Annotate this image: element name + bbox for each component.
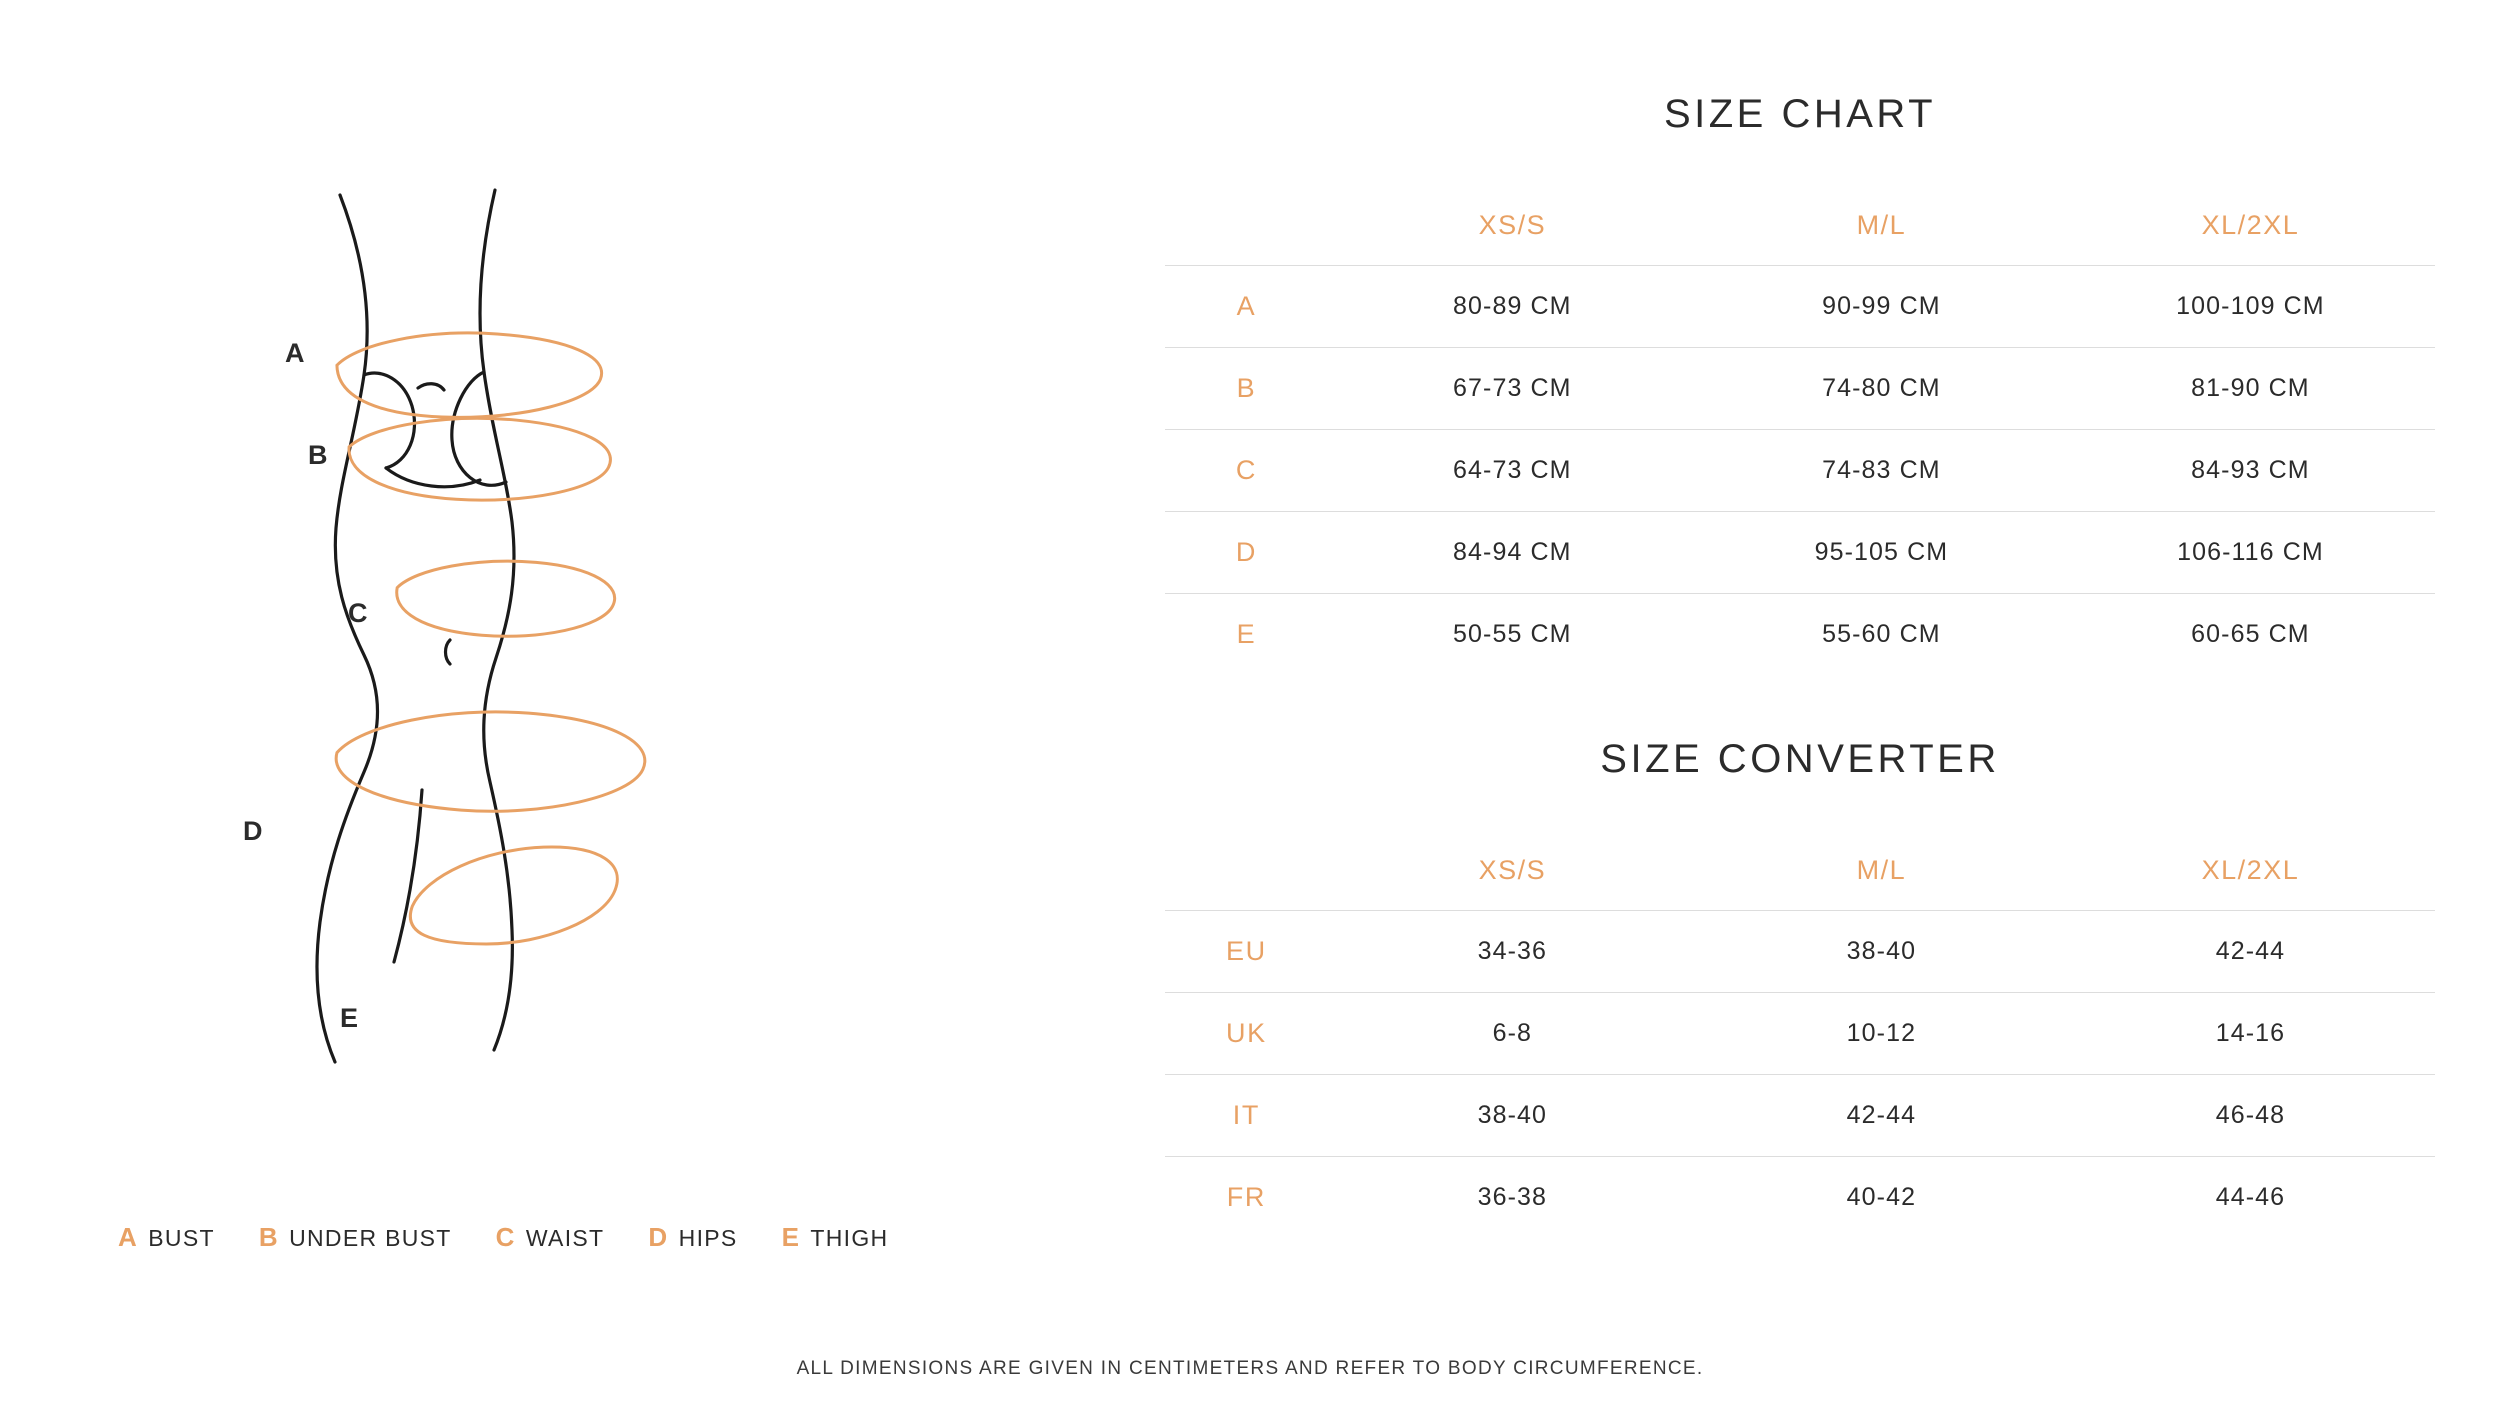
body-illustration-panel xyxy=(0,0,1100,1425)
ring-a xyxy=(335,323,604,427)
size-chart-row-label-d: D xyxy=(1235,537,1257,568)
size-chart-c-xss: 64-73 CM xyxy=(1453,456,1572,485)
size-converter-col-blank xyxy=(1165,815,1328,911)
size-converter-uk-xss: 6-8 xyxy=(1492,1019,1533,1048)
size-converter-it-xss: 38-40 xyxy=(1477,1101,1548,1130)
footnote: ALL DIMENSIONS ARE GIVEN IN CENTIMETERS AND REFER TO BODY CIRCUMFERENCE. xyxy=(796,1358,1704,1379)
size-converter-title: SIZE CONVERTER xyxy=(1600,737,2000,782)
size-converter-it-ml: 42-44 xyxy=(1846,1101,1917,1130)
size-chart-row-label-b: B xyxy=(1236,373,1257,404)
table-row xyxy=(1165,348,2435,430)
legend-letter-e: E xyxy=(781,1222,800,1252)
legend-item-waist xyxy=(496,1222,605,1253)
size-chart-d-ml: 95-105 CM xyxy=(1814,538,1949,567)
size-chart-row-label-a: A xyxy=(1236,291,1257,322)
size-chart-b-xl2xl: 81-90 CM xyxy=(2191,374,2310,403)
size-converter-it-xl2xl: 46-48 xyxy=(2215,1101,2286,1130)
measurement-legend xyxy=(118,1222,888,1253)
size-chart-col-ml: M/L xyxy=(1856,210,1907,241)
size-converter-eu-xss: 34-36 xyxy=(1477,937,1548,966)
size-chart-col-xss: XS/S xyxy=(1478,210,1547,241)
size-converter-fr-xl2xl: 44-46 xyxy=(2215,1183,2286,1212)
size-converter-col-xss: XS/S xyxy=(1478,855,1547,886)
marker-label-b: B xyxy=(308,440,328,470)
table-row xyxy=(1165,911,2435,993)
size-chart-b-xss: 67-73 CM xyxy=(1453,374,1572,403)
marker-label-e: E xyxy=(340,1003,359,1033)
size-converter-uk-xl2xl: 14-16 xyxy=(2215,1019,2286,1048)
legend-item-under-bust xyxy=(259,1222,452,1253)
size-chart-table xyxy=(1165,170,2435,675)
size-chart-title: SIZE CHART xyxy=(1663,92,1937,136)
size-converter-col-ml: M/L xyxy=(1856,855,1907,886)
legend-letter-a: A xyxy=(118,1222,138,1252)
size-chart-d-xl2xl: 106-116 CM xyxy=(2177,538,2324,567)
size-chart-e-xl2xl: 60-65 CM xyxy=(2191,620,2310,649)
size-converter-col-xl2xl: XL/2XL xyxy=(2201,855,2300,886)
size-converter-row-label-eu: EU xyxy=(1226,936,1267,967)
ring-e xyxy=(403,836,624,956)
size-converter-eu-ml: 38-40 xyxy=(1846,937,1917,966)
marker-label-c: C xyxy=(348,598,368,628)
size-converter-fr-ml: 40-42 xyxy=(1846,1183,1917,1212)
size-converter-eu-xl2xl: 42-44 xyxy=(2215,937,2286,966)
size-chart-header-row xyxy=(1165,170,2435,266)
legend-item-bust xyxy=(118,1222,215,1253)
ring-d xyxy=(334,701,648,823)
legend-text-under-bust: UNDER BUST xyxy=(289,1225,452,1251)
legend-item-thigh xyxy=(782,1222,889,1253)
tables-panel xyxy=(1100,0,2500,1425)
size-converter-row-label-fr: FR xyxy=(1226,1182,1266,1213)
legend-text-thigh: THIGH xyxy=(810,1225,889,1251)
legend-letter-d: D xyxy=(648,1222,668,1252)
table-row xyxy=(1165,993,2435,1075)
size-converter-fr-xss: 36-38 xyxy=(1477,1183,1548,1212)
legend-letter-c: C xyxy=(495,1222,515,1252)
size-chart-col-blank xyxy=(1165,170,1328,266)
legend-item-hips xyxy=(648,1222,737,1253)
legend-letter-b: B xyxy=(258,1222,279,1252)
marker-label-d: D xyxy=(243,816,263,846)
size-chart-e-ml: 55-60 CM xyxy=(1822,620,1941,649)
size-chart-row-label-c: C xyxy=(1235,455,1257,486)
legend-text-bust: BUST xyxy=(148,1225,215,1251)
size-converter-table xyxy=(1165,815,2435,1238)
legend-text-hips: HIPS xyxy=(678,1225,738,1251)
table-row xyxy=(1165,266,2435,348)
size-converter-row-label-uk: UK xyxy=(1226,1018,1267,1049)
size-converter-row-label-it: IT xyxy=(1232,1100,1260,1131)
measurement-rings xyxy=(150,150,850,1100)
legend-text-waist: WAIST xyxy=(525,1225,605,1251)
table-row xyxy=(1165,512,2435,594)
size-converter-uk-ml: 10-12 xyxy=(1846,1019,1917,1048)
size-chart-d-xss: 84-94 CM xyxy=(1453,538,1572,567)
ring-c xyxy=(395,555,616,642)
size-chart-c-xl2xl: 84-93 CM xyxy=(2191,456,2310,485)
size-chart-c-ml: 74-83 CM xyxy=(1822,456,1941,485)
table-row xyxy=(1165,1075,2435,1157)
table-row xyxy=(1165,1157,2435,1239)
size-chart-row-label-e: E xyxy=(1236,619,1257,650)
size-chart-a-xss: 80-89 CM xyxy=(1453,292,1572,321)
ring-b xyxy=(348,411,613,508)
size-chart-a-xl2xl: 100-109 CM xyxy=(2176,292,2325,321)
size-chart-e-xss: 50-55 CM xyxy=(1453,620,1572,649)
size-chart-col-xl2xl: XL/2XL xyxy=(2201,210,2300,241)
table-row xyxy=(1165,594,2435,676)
table-row xyxy=(1165,430,2435,512)
size-chart-a-ml: 90-99 CM xyxy=(1822,292,1941,321)
size-chart-b-ml: 74-80 CM xyxy=(1822,374,1941,403)
marker-label-a: A xyxy=(285,338,305,368)
size-converter-header-row xyxy=(1165,815,2435,911)
